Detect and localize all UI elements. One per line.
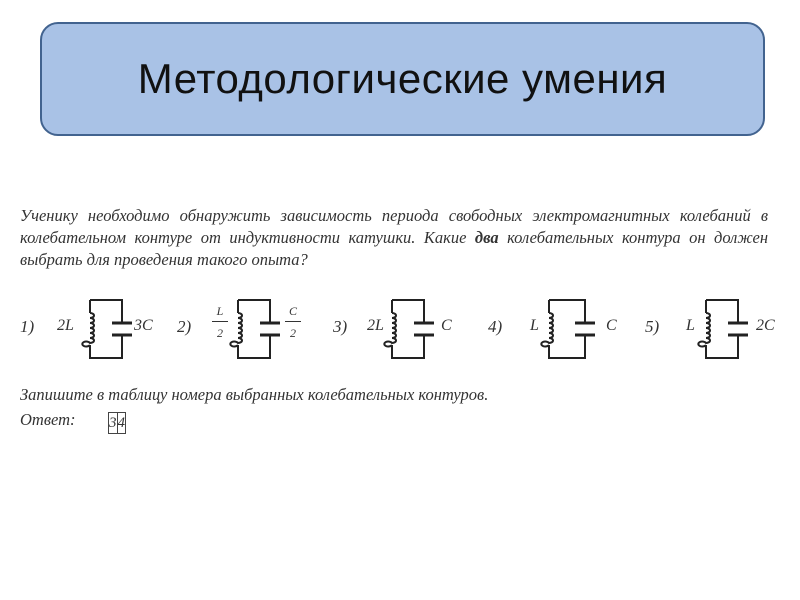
answer-table	[108, 412, 126, 434]
lc-circuit-icon	[535, 292, 605, 364]
capacitance-label: C	[606, 317, 617, 334]
title-banner	[40, 22, 765, 136]
page-title: Методологические умения	[137, 55, 668, 102]
capacitance-label: C	[441, 317, 452, 334]
instruction-text: Запишите в таблицу номера выбранных колебательных контуров.	[20, 385, 489, 404]
lc-circuit-icon	[76, 292, 136, 364]
inductance-label: 2L	[367, 317, 384, 334]
inductance-label: L	[686, 317, 695, 334]
inductance-numerator: L	[212, 304, 228, 322]
inductance-label: 2L	[57, 317, 74, 334]
capacitance-fraction	[285, 304, 301, 341]
question-text-start: Ученику необходимо обнаружить зависимость периода свободных электромагнитных колебаний в колебательном контуре от индуктивности катушки. Какие	[20, 206, 768, 247]
circuit-options	[0, 282, 800, 372]
capacitance-numerator: C	[285, 304, 301, 322]
capacitance-label: 2C	[756, 317, 775, 334]
circuit-number: 4)	[488, 317, 503, 336]
circuit-number: 2)	[177, 317, 192, 336]
capacitance-denominator: 2	[290, 326, 296, 340]
question-text	[20, 205, 768, 271]
lc-circuit-icon	[224, 292, 284, 364]
circuit-number: 1)	[20, 317, 35, 336]
question-text-end: колебательных контура он должен выбрать для проведения такого опыта?	[20, 228, 769, 269]
lc-circuit-icon	[692, 292, 754, 364]
answer-label: Ответ:	[20, 410, 76, 429]
answer-cell: 3	[109, 413, 118, 434]
capacitance-label: 3C	[134, 317, 153, 334]
inductance-label: L	[530, 317, 539, 334]
inductance-denominator: 2	[217, 326, 223, 340]
answer-cell: 4	[117, 413, 126, 434]
question-emphasis: два	[474, 228, 499, 247]
circuit-number: 3)	[333, 317, 348, 336]
circuit-number: 5)	[645, 317, 660, 336]
lc-circuit-icon	[378, 292, 438, 364]
